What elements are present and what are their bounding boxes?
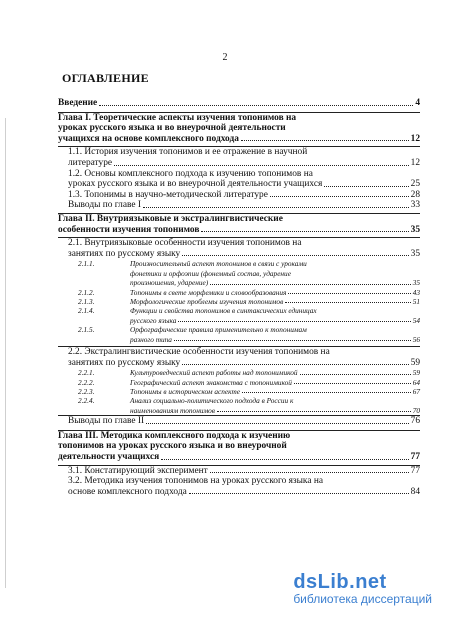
chapter-1-line: Глава I. Теоретические аспекты изучения топонимов на	[58, 112, 297, 123]
dot-leader	[99, 105, 413, 106]
item-page: 33	[410, 200, 420, 211]
toc-subitem-2-2-4[interactable]	[58, 396, 420, 415]
subitem-number: 2.2.3.	[78, 386, 95, 396]
item-line: 1.1. История изучения топонимов и ее отражение в научной	[68, 147, 308, 158]
subitem-page: 35	[412, 278, 420, 288]
page-title: ОГЛАВЛЕНИЕ	[62, 71, 149, 85]
section-2-2-block	[58, 346, 420, 368]
subitem-number: 2.1.2.	[78, 287, 95, 297]
dot-leader	[241, 140, 409, 141]
chapter-2-page: 35	[410, 224, 420, 235]
subitem-number: 2.2.4.	[78, 396, 95, 406]
section-2-1-block	[58, 237, 420, 259]
chapter-1-line: учащихся на основе комплексного подхода	[58, 133, 239, 144]
item-line: 1.2. Основы комплексного подхода к изучению топонимов на	[68, 168, 313, 179]
dot-leader	[324, 186, 408, 187]
subitem-number: 2.1.5.	[78, 325, 95, 335]
item-line: 2.2. Экстралингвистические особенности изучения топонимов на	[68, 346, 330, 357]
dot-leader	[189, 493, 409, 494]
toc-chapter-3[interactable]	[58, 431, 420, 463]
item-line: основе комплексного подхода	[68, 486, 187, 497]
dot-leader	[210, 284, 411, 285]
toc-item-2-1[interactable]	[68, 238, 420, 259]
subitem-number: 2.1.4.	[78, 306, 95, 316]
item-line: занятиях по русскому языку	[68, 357, 181, 368]
subitem-page: 54	[412, 315, 420, 325]
page-number: 2	[222, 52, 228, 63]
subitem-page: 70	[412, 405, 420, 415]
subitem-line: Орфографические правила применительно к топонимам	[130, 325, 307, 335]
chapter-3-line: топонимов на уроках русского языка и во внеурочной	[58, 441, 287, 452]
subitem-line: Функции и свойства топонимов в синтаксических единицах	[130, 306, 317, 316]
toc-subitem-2-2-3[interactable]	[58, 387, 420, 396]
subitem-line: Топонимы в свете морфемики и словообразования	[130, 287, 287, 297]
toc-chapter-1[interactable]	[58, 113, 420, 145]
dot-leader	[146, 423, 409, 424]
toc-intro[interactable]	[58, 98, 420, 109]
item-page: 76	[410, 416, 420, 427]
chapter-2-conclusion-block	[58, 415, 420, 427]
chapter-1-block	[58, 112, 420, 145]
item-page: 28	[410, 189, 420, 200]
toc-item-3-1[interactable]	[68, 466, 420, 477]
scan-edge-line	[5, 118, 6, 588]
chapter-3-block	[58, 430, 420, 463]
item-line: занятиях по русскому языку	[68, 248, 181, 259]
item-line: уроках русского языка и во внеурочной деятельности учащихся	[68, 179, 323, 190]
dot-leader	[288, 293, 410, 294]
item-page: 84	[410, 486, 420, 497]
item-page: 77	[410, 465, 420, 476]
toc-item-1-3[interactable]	[68, 190, 420, 201]
subitem-number: 2.2.1.	[78, 368, 95, 378]
subitem-page: 51	[412, 296, 420, 306]
toc-subitem-2-1-1[interactable]	[58, 259, 420, 287]
item-line: Выводы по главе I	[68, 200, 141, 211]
toc-item-2-2[interactable]	[68, 347, 420, 368]
chapter-2-block	[58, 213, 420, 235]
chapter-2-line: Глава II. Внутриязыковые и экстралингвистические	[58, 213, 283, 224]
dot-leader	[285, 302, 410, 303]
dot-leader	[201, 231, 408, 232]
table-of-contents	[58, 98, 420, 497]
subitem-line: Морфологические проблемы изучения топонимов	[130, 296, 284, 306]
dot-leader	[114, 165, 409, 166]
chapter-3-line: Глава III. Методика комплексного подхода к изучению	[58, 430, 291, 441]
dot-leader	[182, 364, 408, 365]
item-line: Выводы по главе II	[68, 416, 145, 427]
item-line: 3.1. Констатирующий эксперимент	[68, 465, 208, 476]
watermark-brand: dsLib.net	[293, 571, 387, 593]
dot-leader	[294, 383, 411, 384]
toc-conclusion-1[interactable]	[68, 200, 420, 211]
dot-leader	[174, 340, 411, 341]
subitem-number: 2.1.3.	[78, 296, 95, 306]
subitem-page: 43	[412, 287, 420, 297]
subitem-line: Произносительный аспект топонимов в связи с уроками	[130, 259, 307, 269]
subitem-line: Анализ социально-политического подхода в России к	[130, 396, 294, 406]
dot-leader	[242, 392, 411, 393]
dot-leader	[210, 472, 409, 473]
toc-subitem-2-2-2[interactable]	[58, 378, 420, 387]
item-line: 2.1. Внутриязыковые особенности изучения топонимов на	[68, 238, 302, 249]
subitem-line: разного типа	[130, 334, 172, 344]
toc-subitem-2-1-4[interactable]	[58, 306, 420, 325]
subitem-line: фонетики и орфоэпии (фонемный состав, ударение	[130, 268, 291, 278]
dot-leader	[217, 411, 411, 412]
subitem-line: русского языка	[130, 315, 177, 325]
toc-intro-page: 4	[415, 98, 420, 108]
subitem-number: 2.1.1.	[78, 259, 95, 269]
chapter-3-page: 77	[410, 451, 420, 462]
dot-leader	[270, 196, 409, 197]
toc-subitem-2-1-5[interactable]	[58, 325, 420, 344]
toc-intro-title: Введение	[58, 98, 98, 108]
subitem-page: 59	[412, 368, 420, 378]
subitem-page: 56	[412, 334, 420, 344]
item-page: 59	[410, 357, 420, 368]
item-line: литературе	[68, 157, 113, 168]
dot-leader	[161, 459, 408, 460]
subitem-page: 67	[412, 386, 420, 396]
toc-item-1-2[interactable]	[68, 169, 420, 190]
subitem-number: 2.2.2.	[78, 377, 95, 387]
dslib-watermark[interactable]	[293, 571, 432, 606]
watermark-subtitle: библиотека диссертаций	[293, 592, 432, 606]
dot-leader	[182, 255, 408, 256]
item-page: 25	[410, 179, 420, 190]
subitem-line: произношения, ударение)	[130, 278, 209, 288]
chapter-1-page: 12	[410, 133, 420, 144]
toc-conclusion-2[interactable]	[68, 416, 420, 427]
item-line: 3.2. Методика изучения топонимов на уроках русского языка на	[68, 476, 324, 487]
subitem-line: наименованиям топонимов	[130, 405, 215, 415]
chapter-3-items	[58, 465, 420, 498]
chapter-2-line: особенности изучения топонимов	[58, 224, 200, 235]
toc-item-1-1[interactable]	[68, 147, 420, 168]
chapter-3-line: деятельности учащихся	[58, 451, 160, 462]
item-page: 12	[410, 157, 420, 168]
toc-subitem-2-1-2[interactable]	[58, 288, 420, 297]
toc-chapter-2[interactable]	[58, 214, 420, 235]
toc-item-3-2[interactable]	[68, 476, 420, 497]
chapter-1-items	[58, 146, 420, 211]
chapter-1-line: уроках русского языка и во внеурочной деятельности	[58, 123, 286, 134]
subitem-line: Культуроведческий аспект работы над топонимикой	[130, 368, 298, 378]
item-page: 35	[410, 248, 420, 259]
dot-leader	[143, 207, 409, 208]
subitem-page: 64	[412, 377, 420, 387]
toc-subitem-2-1-3[interactable]	[58, 297, 420, 306]
dot-leader	[178, 321, 410, 322]
item-line: 1.3. Топонимы в научно-методической литературе	[68, 189, 268, 200]
dot-leader	[300, 374, 411, 375]
subitem-line: Топонимы в историческом аспекте	[130, 386, 240, 396]
toc-subitem-2-2-1[interactable]	[58, 368, 420, 377]
subitem-line: Географический аспект знакомства с топонимикой	[130, 377, 292, 387]
